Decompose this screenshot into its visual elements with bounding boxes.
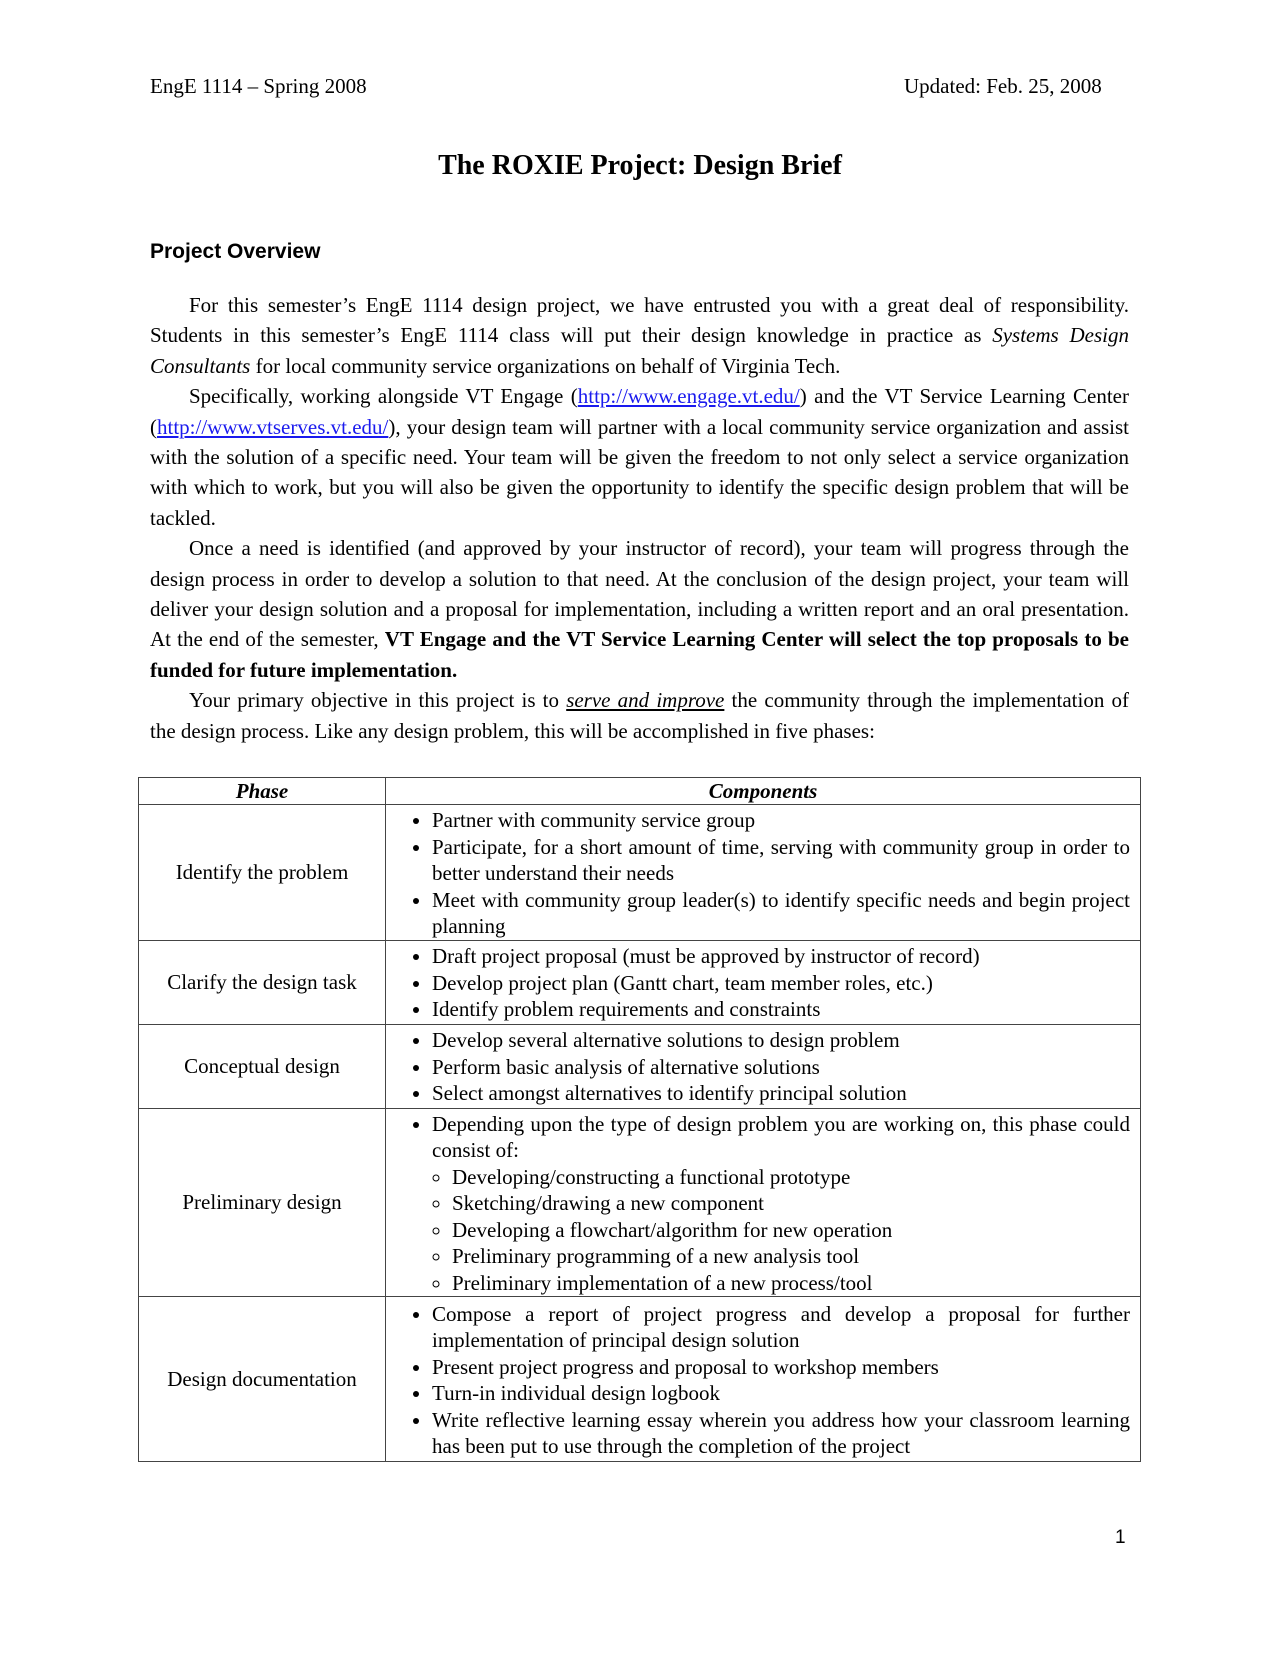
table-row (139, 1108, 1141, 1297)
paragraph-1-text-end: for local community service organizations on behalf of Virginia Tech. (250, 353, 841, 378)
list-item: • Participate, for a short amount of time, serving with community group in order to better understand their needs (432, 834, 1130, 887)
paragraph-3 (150, 533, 1129, 685)
list-item: • Compose a report of project progress and develop a proposal for further implementation of principal design solution (432, 1301, 1130, 1354)
table-header-row (139, 778, 1141, 805)
header-course: EngE 1114 – Spring 2008 (150, 74, 367, 98)
phases-table (138, 777, 1141, 1462)
sub-list-item: ◦ Preliminary implementation of a new process/tool (452, 1270, 1130, 1297)
vtserves-link[interactable]: http://www.vtserves.vt.edu/ (157, 414, 389, 439)
phase-column-header: Phase (139, 778, 386, 805)
components-cell (386, 805, 1141, 941)
phase-cell: Preliminary design (139, 1108, 386, 1297)
list-item: • Draft project proposal (must be approved by instructor of record) (432, 943, 1130, 970)
table-row (139, 1297, 1141, 1462)
list-item: • Develop several alternative solutions to design problem (432, 1027, 1130, 1054)
table-row (139, 1024, 1141, 1108)
paragraph-4-text-end: the community through the implementation of the design process. Like any design problem, this will be accomplished in five phases: (150, 688, 1129, 743)
phase-cell: Conceptual design (139, 1024, 386, 1108)
table-row (139, 940, 1141, 1024)
section-heading: Project Overview (150, 240, 321, 263)
paragraph-4-text: Your primary objective in this project is to (189, 688, 567, 713)
list-item: • Perform basic analysis of alternative solutions (432, 1054, 1130, 1081)
table-row (139, 805, 1141, 941)
components-cell (386, 940, 1141, 1024)
phase-cell: Identify the problem (139, 805, 386, 941)
phase-cell: Design documentation (139, 1297, 386, 1462)
sub-list (432, 1164, 1130, 1297)
list-item (432, 1111, 1130, 1297)
list-item: • Identify problem requirements and constraints (432, 996, 1130, 1023)
list-item: • Select amongst alternatives to identify principal solution (432, 1080, 1130, 1107)
funding-statement: VT Engage and the VT Service Learning Center will select the top proposals to be funded for future implementation. (150, 627, 1129, 682)
sub-list-item: ◦ Developing a flowchart/algorithm for new operation (452, 1217, 1130, 1244)
paragraph-3-text: Once a need is identified (and approved by your instructor of record), your team will progress through the design process in order to develop a solution to that need. At the conclusion of the design project, your team will deliver your design solution and a proposal for implementation, including a written report and an oral presentation. At the end of the semester, (150, 536, 1129, 652)
list-item: • Turn-in individual design logbook (432, 1380, 1130, 1407)
list-item-text: Depending upon the type of design problem you are working on, this phase could consist of: (432, 1111, 1130, 1162)
components-column-header: Components (386, 778, 1141, 805)
systems-design-consultants-text: Systems Design Consultants (150, 323, 1130, 378)
components-cell (386, 1297, 1141, 1462)
components-cell (386, 1108, 1141, 1297)
components-cell (386, 1024, 1141, 1108)
paragraph-2-text-mid: ) and the VT Service Learning Center ( (150, 384, 1129, 439)
phase-cell: Clarify the design task (139, 940, 386, 1024)
header-updated-date: Updated: Feb. 25, 2008 (904, 74, 1102, 98)
paragraph-2-text-end: ), your design team will partner with a local community service organization and assist with the solution of a specific need. Your team will be given the freedom to not only select a service organization with which to work, but you will also be given the opportunity to identify the specific design problem that will be tackled. (150, 414, 1129, 530)
paragraph-2 (150, 381, 1129, 533)
page-number: 1 (1115, 1527, 1126, 1548)
sub-list-item: ◦ Developing/constructing a functional prototype (452, 1164, 1130, 1191)
page-title: The ROXIE Project: Design Brief (438, 150, 842, 181)
paragraph-4 (150, 685, 1129, 746)
paragraph-1-text: For this semester’s EngE 1114 design project, we have entrusted you with a great deal of responsibility. Students in this semester’s EngE 1114 class will put their design knowledge in practice as (150, 293, 1129, 348)
serve-and-improve-text: serve and improve (566, 688, 725, 713)
list-item: • Present project progress and proposal to workshop members (432, 1354, 1130, 1381)
list-item: • Partner with community service group (432, 807, 1130, 834)
overview-body (150, 290, 1129, 746)
list-item: • Meet with community group leader(s) to identify specific needs and begin project planning (432, 887, 1130, 940)
sub-list-item: ◦ Sketching/drawing a new component (452, 1190, 1130, 1217)
paragraph-1 (150, 290, 1129, 381)
list-item: • Develop project plan (Gantt chart, team member roles, etc.) (432, 970, 1130, 997)
list-item: • Write reflective learning essay wherein you address how your classroom learning has been put to use through the completion of the project (432, 1407, 1130, 1460)
paragraph-2-text: Specifically, working alongside VT Engage ( (189, 384, 578, 409)
sub-list-item: ◦ Preliminary programming of a new analysis tool (452, 1243, 1130, 1270)
vt-engage-link[interactable]: http://www.engage.vt.edu/ (577, 384, 800, 409)
